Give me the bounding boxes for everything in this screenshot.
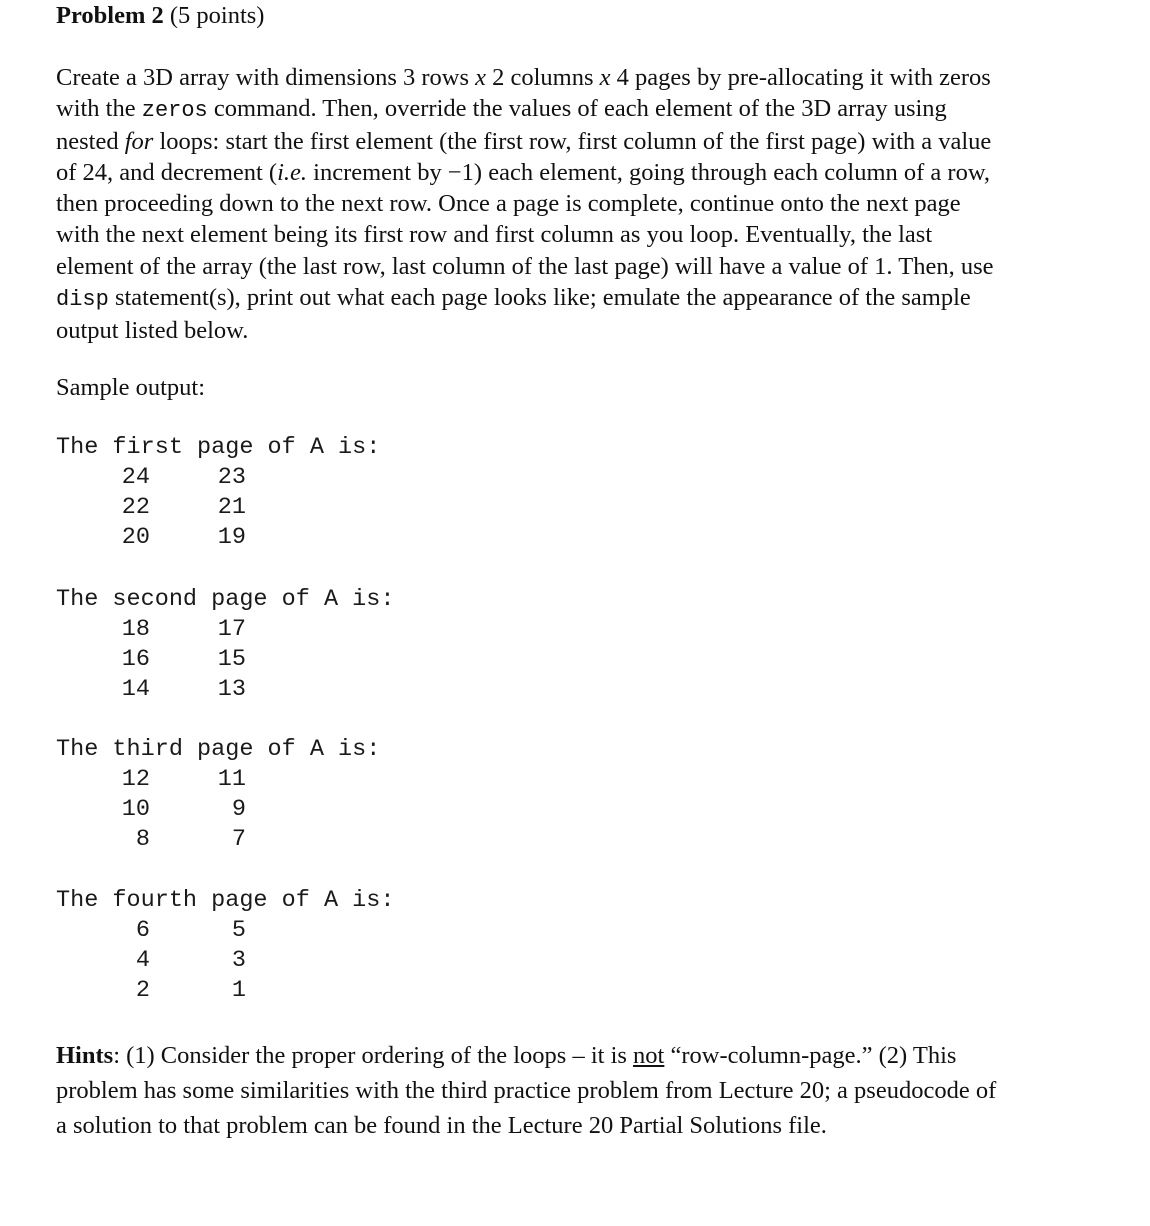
- page-cell: 24: [121, 464, 150, 491]
- hints-paragraph: [56, 1038, 1096, 1143]
- page-cell: 23: [217, 464, 246, 491]
- page-cell: 12: [121, 766, 150, 793]
- page-cell: 8: [135, 826, 150, 853]
- page-cell: 7: [231, 826, 246, 853]
- description-line-4: of 24, and decrement (i.e. increment by −1) each element, going through each column of a row,: [56, 159, 991, 187]
- hints-line-2: problem has some similarities with the third practice problem from Lecture 20; a pseudocode of: [56, 1077, 997, 1104]
- page-row: [56, 976, 394, 1006]
- page-cell: 22: [121, 494, 150, 521]
- hints-line-1: Hints: (1) Consider the proper ordering of the loops – it is not “row-column-page.” (2) This: [56, 1042, 957, 1069]
- page-header: The third page of A is:: [56, 736, 381, 763]
- hints-line-3: a solution to that problem can be found in the Lecture 20 Partial Solutions file.: [56, 1112, 827, 1139]
- page-header: The first page of A is:: [56, 434, 381, 461]
- page-cell: 9: [231, 796, 246, 823]
- page-cell: 6: [135, 917, 150, 944]
- description-line-9: output listed below.: [56, 316, 249, 344]
- sample-page-4: [56, 886, 394, 1006]
- page-cell: 13: [217, 676, 246, 703]
- underlined-not: not: [633, 1042, 665, 1069]
- page-row: [56, 946, 394, 976]
- page-row: [56, 615, 394, 645]
- page-cell: 2: [135, 977, 150, 1004]
- description-line-7: element of the array (the last row, last column of the last page) will have a value of 1. Then, use: [56, 252, 994, 280]
- description-line-1: Create a 3D array with dimensions 3 rows x 2 columns x 4 pages by pre-allocating it with zeros: [56, 64, 991, 91]
- page-row: [56, 523, 380, 553]
- page-header: The second page of A is:: [56, 586, 395, 613]
- code-zeros: zeros: [141, 98, 208, 124]
- description-line-2: with the zeros command. Then, override the values of each element of the 3D array using: [56, 95, 947, 124]
- problem-title: [56, 2, 264, 30]
- page-cell: 5: [231, 917, 246, 944]
- page-cell: 17: [217, 616, 246, 643]
- page-cell: 15: [217, 646, 246, 673]
- page-cell: 14: [121, 676, 150, 703]
- problem-title-points: (5 points): [163, 2, 265, 29]
- description-line-5: then proceeding down to the next row. Once a page is complete, continue onto the next page: [56, 190, 961, 218]
- page-cell: 11: [217, 766, 246, 793]
- description-line-3: nested for loops: start the first element (the first row, first column of the first page) with a value: [56, 128, 992, 156]
- hints-label: Hints: [56, 1042, 114, 1069]
- sample-page-1: [56, 433, 380, 553]
- page-row: [56, 645, 394, 675]
- page-cell: 20: [121, 524, 150, 551]
- sample-page-3: [56, 735, 380, 855]
- code-disp: disp: [56, 286, 109, 312]
- page-cell: 16: [121, 646, 150, 673]
- sample-page-2: [56, 585, 394, 705]
- page-header: The fourth page of A is:: [56, 887, 395, 914]
- description-line-8: disp statement(s), print out what each page looks like; emulate the appearance of the sample: [56, 283, 971, 312]
- page-cell: 3: [231, 947, 246, 974]
- page-row: [56, 463, 380, 493]
- page-row: [56, 493, 380, 523]
- page-row: [56, 765, 380, 795]
- sample-output-label: Sample output:: [56, 374, 206, 401]
- problem-title-bold: Problem 2: [56, 2, 164, 29]
- page-cell: 21: [217, 494, 246, 521]
- description-line-6: with the next element being its first row and first column as you loop. Eventually, the last: [56, 221, 933, 249]
- page-row: [56, 916, 394, 946]
- page-cell: 10: [121, 796, 150, 823]
- page-row: [56, 825, 380, 855]
- page-cell: 18: [121, 616, 150, 643]
- page-row: [56, 795, 380, 825]
- page-row: [56, 675, 394, 705]
- page-cell: 19: [217, 524, 246, 551]
- italic-for: for: [124, 128, 154, 156]
- page-cell: 4: [135, 947, 150, 974]
- page-cell: 1: [231, 977, 246, 1004]
- problem-description: [56, 62, 1096, 346]
